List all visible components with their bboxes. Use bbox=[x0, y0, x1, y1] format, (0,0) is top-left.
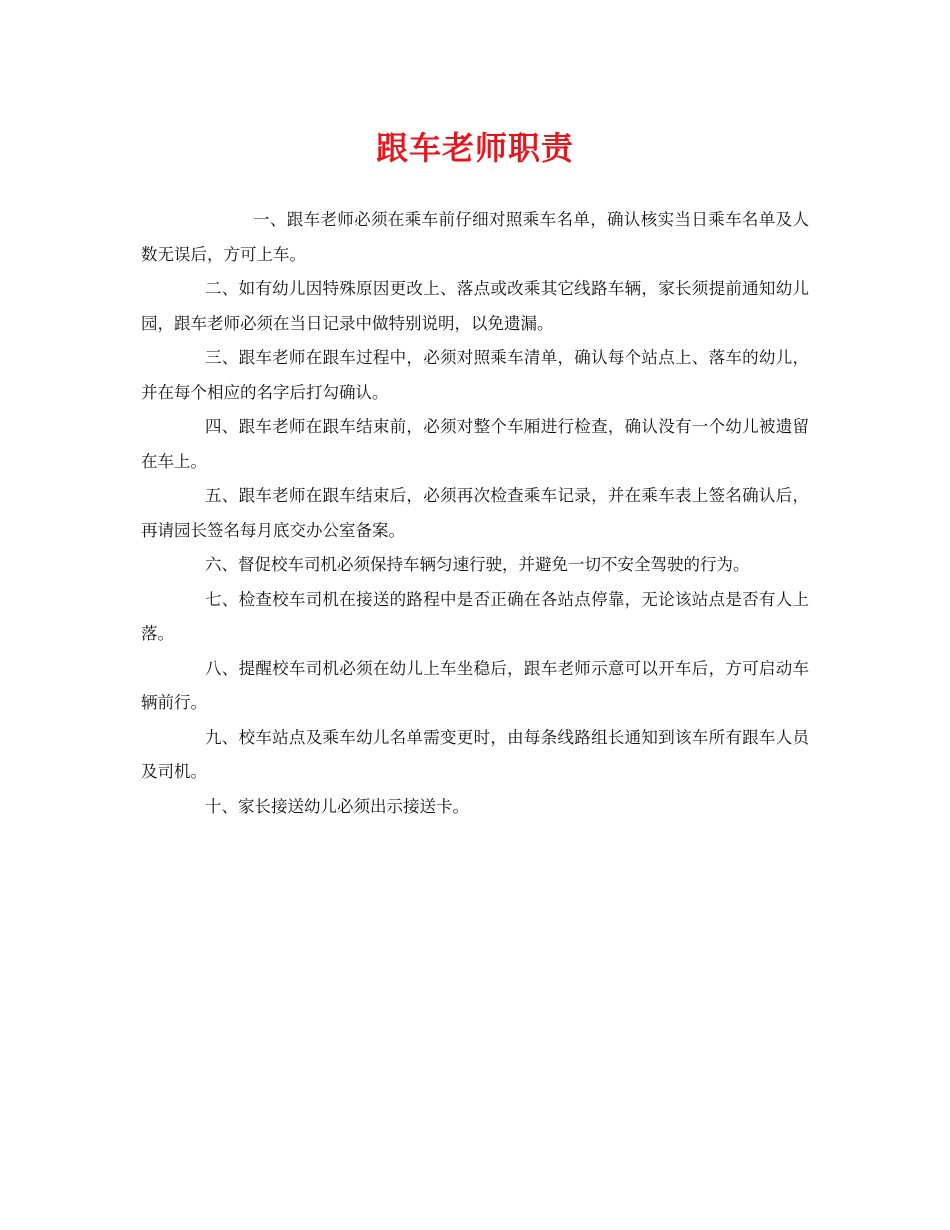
clause-9: 九、校车站点及乘车幼儿名单需变更时，由每条线路组长通知到该车所有跟车人员及司机。 bbox=[141, 727, 809, 781]
clause-3: 三、跟车老师在跟车过程中，必须对照乘车清单，确认每个站点上、落车的幼儿，并在每个相应的名字后打勾确认。 bbox=[141, 348, 809, 402]
clause-1: 一、跟车老师必须在乘车前仔细对照乘车名单，确认核实当日乘车名单及人数无误后，方可上车。 bbox=[141, 210, 809, 264]
document-body bbox=[141, 203, 809, 824]
clause-10: 十、家长接送幼儿必须出示接送卡。 bbox=[205, 796, 469, 816]
document-title: 跟车老师职责 bbox=[375, 129, 574, 167]
clause-8: 八、提醒校车司机必须在幼儿上车坐稳后，跟车老师示意可以开车后，方可启动车辆前行。 bbox=[141, 658, 809, 712]
clause-5: 五、跟车老师在跟车结束后，必须再次检查乘车记录，并在乘车表上签名确认后，再请园长签名每月底交办公室备案。 bbox=[141, 486, 809, 540]
clause-4: 四、跟车老师在跟车结束前，必须对整个车厢进行检查，确认没有一个幼儿被遗留在车上。 bbox=[141, 417, 809, 471]
clause-6: 六、督促校车司机必须保持车辆匀速行驶，并避免一切不安全驾驶的行为。 bbox=[205, 555, 750, 574]
clause-2: 二、如有幼儿因特殊原因更改上、落点或改乘其它线路车辆，家长须提前通知幼儿园，跟车老师必须在当日记录中做特别说明，以免遗漏。 bbox=[141, 279, 809, 333]
clause-7: 七、检查校车司机在接送的路程中是否正确在各站点停靠，无论该站点是否有人上落。 bbox=[141, 589, 809, 643]
